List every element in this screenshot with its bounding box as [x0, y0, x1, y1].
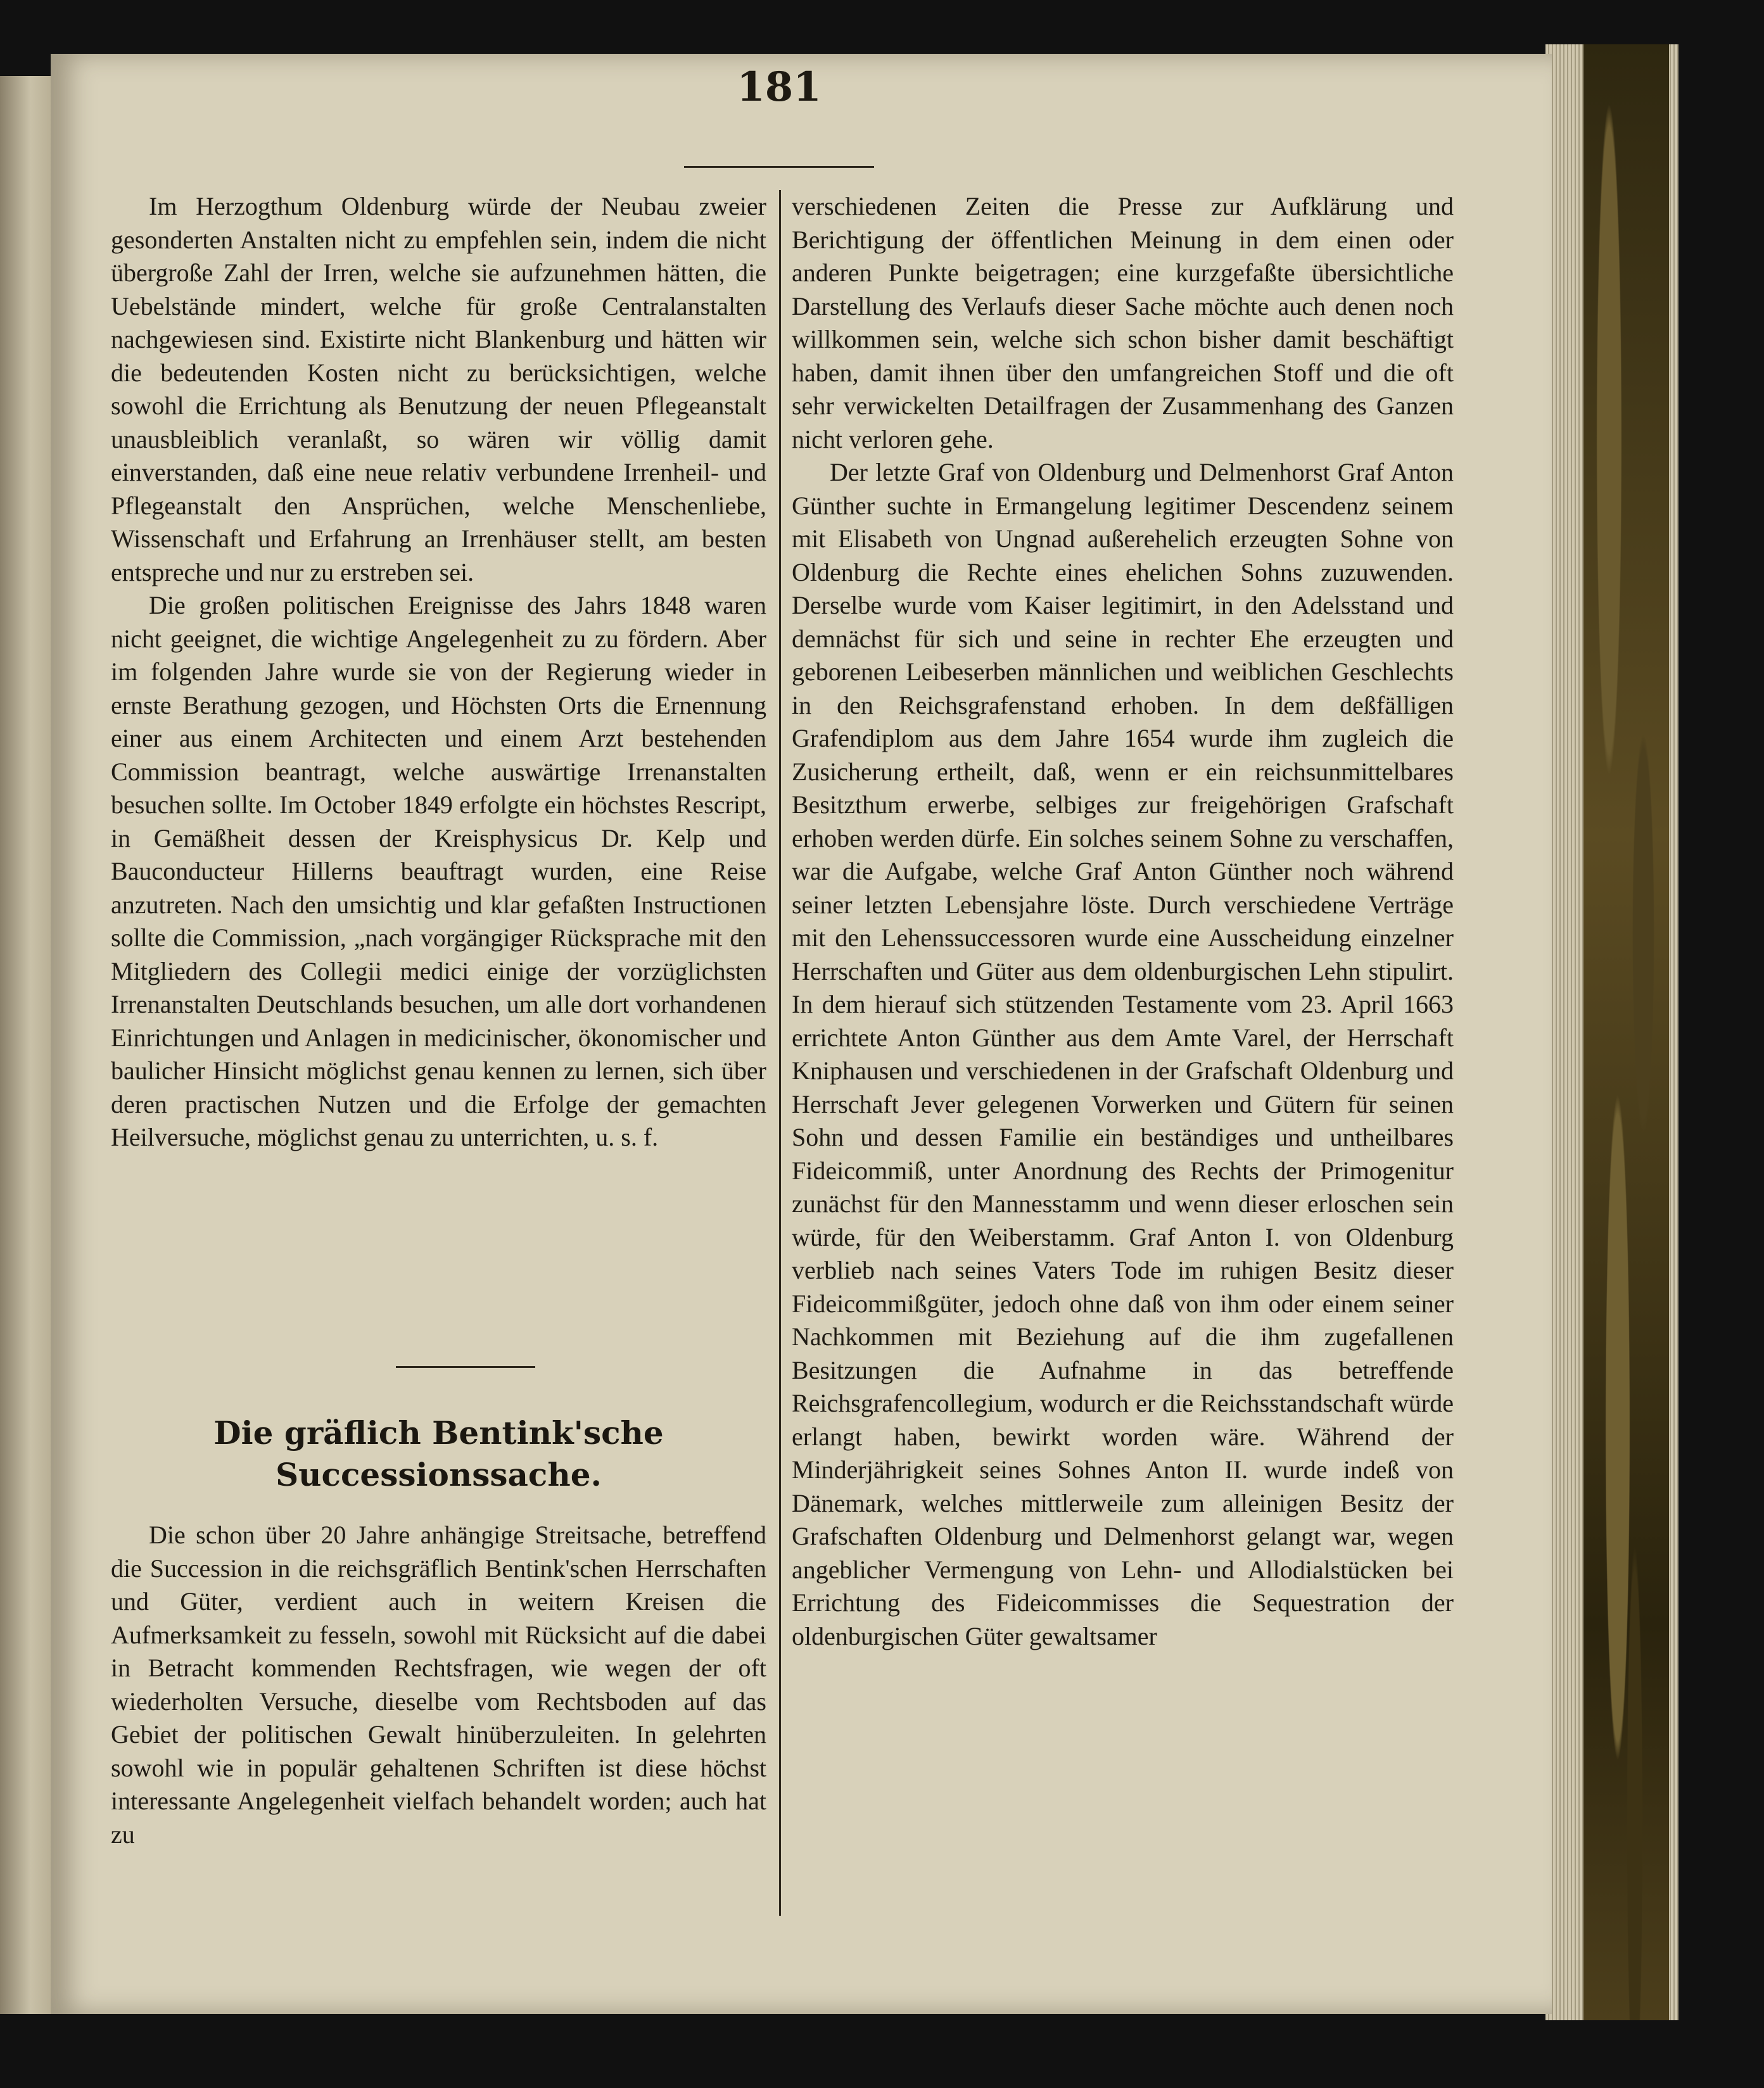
paragraph: Die schon über 20 Jahre anhängige Streitsache, betreffend die Succession in die reichsgräflich Bentink'schen Herrschaften und Güter, verdient auch in weitern Kreisen die Aufmerksamkeit zu fesseln, sowohl mit Rücksicht auf die dabei in Betracht kommenden Rechtsfragen, wie wegen der oft wiederholten Versuche, dieselbe vom Rechtsboden auf das Gebiet der politischen Gewalt hinüberzuleiten. In gelehrten sowohl wie in populär gehaltenen Schriften ist diese höchst interessante Angelegenheit vielfach behandelt worden; auch hat zu	[111, 1521, 766, 1849]
facing-page-edge	[0, 76, 51, 2014]
paragraph: Der letzte Graf von Oldenburg und Delmenhorst Graf Anton Günther suchte in Ermangelung legitimer Descendenz seinem mit Elisabeth von Ungnad außerehelich erzeugten Sohne von Oldenburg die Rechte eines ehelichen Sohns zuzuwenden. Derselbe wurde vom Kaiser legitimirt, in den Adelsstand und demnächst für sich und seine in rechter Ehe erzeugten und geborenen Leibeserben männlichen und weiblichen Geschlechts in den Reichsgrafenstand erhoben. In dem deßfälligen Grafendiplom aus dem Jahre 1654 wurde ihm zugleich die Zusicherung ertheilt, daß, wenn er ein reichsunmittelbares Besitzthum erwerbe, selbiges zur freigehörigen Grafschaft erhoben werden dürfe. Ein solches seinem Sohne zu verschaffen, war die Aufgabe, welche Graf Anton Günther noch während seiner letzten Lebensjahre löste. Durch verschiedene Verträge mit den Lehenssuccessoren wurde eine Ausscheidung einzelner Herrschaften und Güter aus dem oldenburgischen Lehn stipulirt. In dem hierauf sich stützenden Testamente vom 23. April 1663 errichtete Anton Günther aus dem Amte Varel, der Herrschaft Kniphausen und verschiedenen in der Grafschaft Oldenburg und Herrschaft Jever gelegenen Vorwerken und Gütern für seinen Sohn und dessen Familie ein beständiges und untheilbares Fideicommiß, unter Anordnung des Rechts der Primogenitur zunächst für den Mannesstamm und wenn dieser erloschen sein würde, für den Weiberstamm. Graf Anton I. von Oldenburg verblieb nach seines Vaters Tode im ruhigen Besitz dieser Fideicommißgüter, jedoch ohne daß von ihm oder einem seiner Nachkommen mit Beziehung auf die ihm zugefallenen Besitzungen die Aufnahme in das betreffende Reichsgrafencollegium, wodurch er die Reichsstandschaft würde erlangt haben, bewirkt worden wäre. Während der Minderjährigkeit seines Sohnes Anton II. wurde indeß von Dänemark, welches mittlerweile zum alleinigen Besitz der Grafschaften Oldenburg und Delmenhorst gelangt war, wegen angeblicher Vermengung von Lehn- und Allodialstücken bei Errichtung des Fideicommisses die Sequestration der oldenburgischen Güter gewaltsamer	[792, 458, 1454, 1650]
right-column	[792, 190, 1454, 1653]
paragraph: verschiedenen Zeiten die Presse zur Aufklärung und Berichtigung der öffentlichen Meinung in dem einen oder anderen Punkte beigetragen; eine kurzgefaßte übersichtliche Darstellung des Verlaufs dieser Sache möchte auch denen noch willkommen sein, welche sich schon bisher damit beschäftigt haben, damit ihnen über den umfangreichen Stoff und die oft sehr verwickelten Detailfragen der Zusammenhang des Ganzen nicht verloren gehe.	[792, 192, 1454, 453]
section-divider	[396, 1366, 535, 1368]
section-body	[111, 1519, 766, 1851]
left-column	[111, 190, 766, 1155]
page-header	[684, 63, 874, 111]
marbled-cover	[1583, 44, 1669, 2020]
header-rule	[684, 166, 874, 168]
paragraph: Die großen politischen Ereignisse des Jahrs 1848 waren nicht geeignet, die wichtige Angelegenheit zu zu fördern. Aber im folgenden Jahre wurde sie von der Regierung wieder in ernste Berathung gezogen, und Höchsten Orts die Ernennung einer aus einem Architecten und einem Arzt bestehenden Commission beantragt, welche auswärtige Irrenanstalten besuchen sollte. Im October 1849 erfolgte ein höchstes Rescript, in Gemäßheit dessen der Kreisphysicus Dr. Kelp und Bauconducteur Hillerns beauftragt wurden, eine Reise anzutreten. Nach den umsichtig und klar gefaßten Instructionen sollte die Commission, „nach vorgängiger Rücksprache mit den Mitgliedern des Collegii medici einige der vorzüglichsten Irrenanstalten Deutschlands besuchen, um alle dort vorhandenen Einrichtungen und Anlagen in medicinischer, ökonomischer und baulicher Hinsicht möglichst genau kennen zu lernen, sich über deren practischen Nutzen und die Erfolge der gemachten Heilversuche, möglichst genau zu unterrichten, u. s. f.	[111, 591, 766, 1151]
page-number: 181	[737, 63, 822, 111]
section-heading: Die gräflich Bentink'sche Successionssache.	[213, 1414, 664, 1493]
column-divider	[779, 190, 781, 1916]
paragraph: Im Herzogthum Oldenburg würde der Neubau zweier gesonderten Anstalten nicht zu empfehlen sein, indem die nicht übergroße Zahl der Irren, welche sie aufzunehmen hätten, die Uebelstände mindert, welche für große Centralanstalten nachgewiesen sind. Existirte nicht Blankenburg und hätten wir die bedeutenden Kosten nicht zu berücksichtigen, welche sowohl die Errichtung als Benutzung der neuen Pflegeanstalt unausbleiblich veranlaßt, so wären wir völlig damit einverstanden, daß eine neue relativ verbundene Irrenheil- und Pflegeanstalt den Ansprüchen, welche Menschenliebe, Wissenschaft und Erfahrung an Irrenhäuser stellt, am besten entspreche und nur zu erstreben sei.	[111, 192, 766, 586]
